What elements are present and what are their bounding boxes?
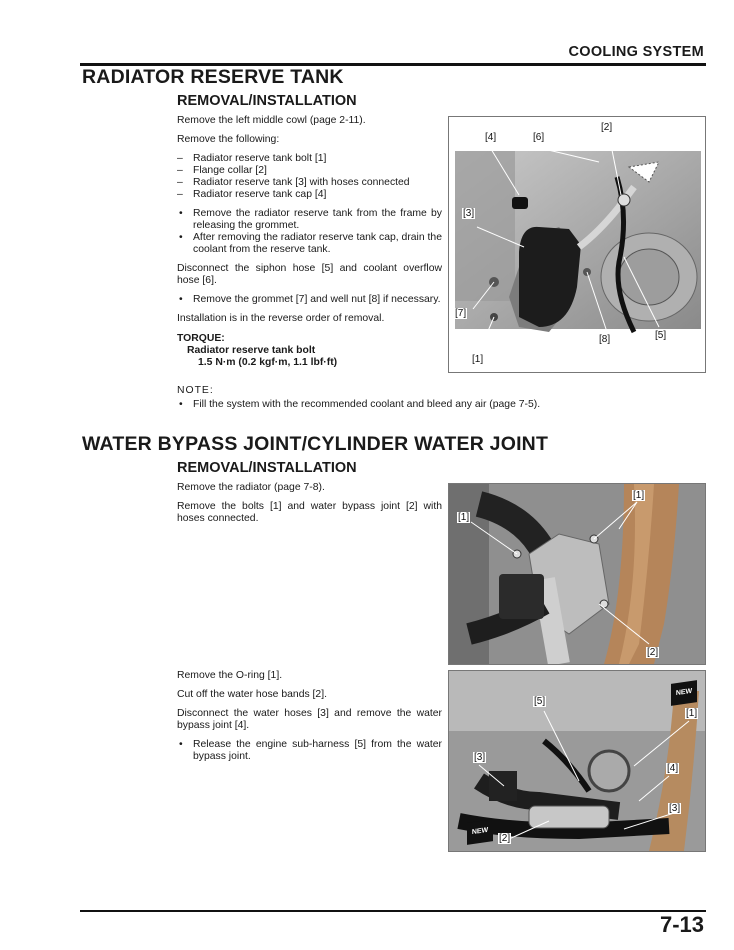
reserve-tank-illustration (449, 117, 705, 372)
s2-text-bottom (177, 670, 442, 763)
callout-label: [6] (533, 132, 545, 143)
s2-paragraph: Remove the radiator (page 7-8). (177, 482, 325, 493)
list-item: • Release the engine sub-harness [5] from the water bypass joint. (177, 739, 442, 763)
bypass-joint-photo (448, 483, 706, 665)
callout-label: [5] (534, 696, 546, 707)
s1-paragraph: Remove the left middle cowl (page 2-11). (177, 115, 366, 126)
bullet-list (177, 294, 442, 306)
list-item: • Remove the grommet [7] and well nut [8] if necessary. (177, 294, 442, 306)
subsection-title: REMOVAL/INSTALLATION (177, 460, 357, 476)
callout-label: [2] (601, 122, 613, 133)
list-item: – Radiator reserve tank [3] with hoses connected (177, 177, 442, 189)
s1-text-column (177, 115, 442, 369)
callout-label: [1] (686, 708, 698, 719)
callout-label: [2] (499, 833, 511, 844)
new-part-badge: NEW (671, 680, 697, 706)
callout-label: [1] (633, 490, 645, 501)
note-label: NOTE: (177, 385, 214, 396)
reserve-tank-photo (448, 116, 706, 373)
torque-value: 1.5 N·m (0.2 kgf·m, 1.1 lbf·ft) (198, 357, 338, 368)
s2-text-top (177, 482, 442, 525)
callout-label: [3] (669, 803, 681, 814)
subsection-title: REMOVAL/INSTALLATION (177, 93, 357, 109)
s2-paragraph: Remove the O-ring [1]. (177, 670, 283, 681)
callout-label: [3] (463, 208, 475, 219)
s2-paragraph: Cut off the water hose bands [2]. (177, 689, 327, 700)
s2-paragraph: Remove the bolts [1] and water bypass joint [2] with hoses connected. (177, 501, 442, 524)
list-item: • Fill the system with the recommended coolant and bleed any air (page 7-5). (177, 399, 597, 411)
bypass-joint-illustration (449, 484, 705, 664)
new-part-badge: NEW (467, 819, 493, 845)
bullet-list (177, 208, 442, 256)
list-item: • After removing the radiator reserve tank cap, drain the coolant from the reserve tank. (177, 232, 442, 256)
list-item: – Radiator reserve tank bolt [1] (177, 153, 442, 165)
torque-label: TORQUE: (177, 333, 225, 344)
list-item: – Radiator reserve tank cap [4] (177, 189, 442, 201)
callout-label: [7] (455, 308, 467, 319)
callout-label: [1] (472, 354, 484, 365)
bullet-list (177, 739, 442, 763)
section-title-reserve-tank: RADIATOR RESERVE TANK (82, 66, 344, 88)
page-number: 7-13 (659, 912, 704, 937)
callout-label: [5] (655, 330, 667, 341)
removal-list (177, 153, 442, 201)
callout-label: [1] (458, 512, 470, 523)
callout-label: [4] (667, 763, 679, 774)
torque-item: Radiator reserve tank bolt (187, 345, 316, 356)
s1-paragraph: Installation is in the reverse order of removal. (177, 313, 385, 324)
callout-label: [4] (485, 132, 497, 143)
callout-label: [2] (647, 647, 659, 658)
callout-label: [8] (599, 334, 611, 345)
list-item: • Remove the radiator reserve tank from the frame by releasing the grommet. (177, 208, 442, 232)
s2-paragraph: Disconnect the water hoses [3] and remove the water bypass joint [4]. (177, 708, 442, 731)
list-item: – Flange collar [2] (177, 165, 442, 177)
water-hoses-photo (448, 670, 706, 852)
s1-paragraph: Remove the following: (177, 134, 280, 145)
s1-paragraph: Disconnect the siphon hose [5] and coolant overflow hose [6]. (177, 263, 442, 286)
callout-label: [3] (474, 752, 486, 763)
section-header: COOLING SYSTEM (568, 44, 704, 60)
section-title-water-bypass: WATER BYPASS JOINT/CYLINDER WATER JOINT (82, 433, 549, 455)
footer-rule (80, 910, 706, 912)
note-list (177, 399, 597, 411)
